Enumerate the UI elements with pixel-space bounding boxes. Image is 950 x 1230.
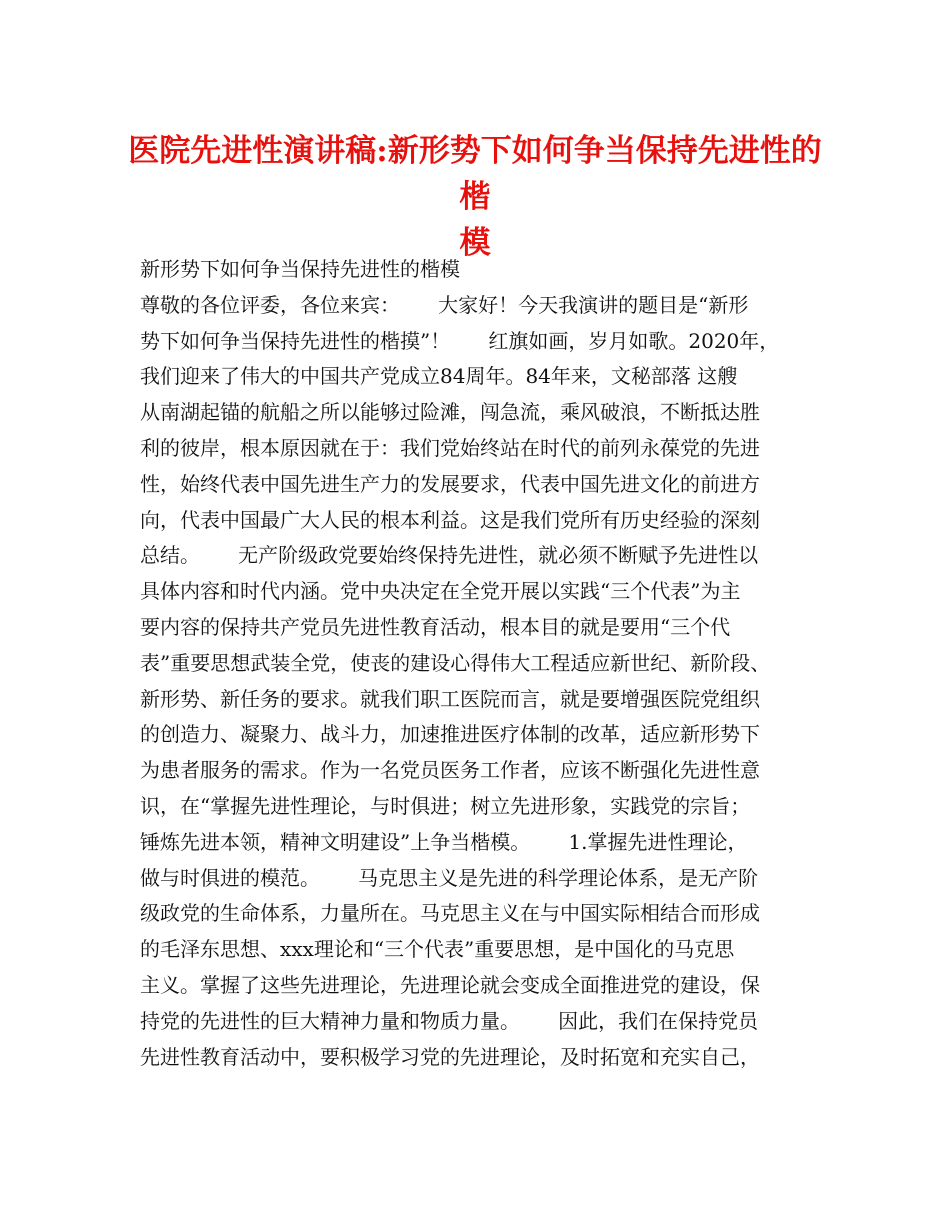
body-line: 势下如何争当保持先进性的楷摸”！ 红旗如画，岁月如歌。2020年， — [140, 328, 780, 353]
body-line: 级政党的生命体系，力量所在。马克思主义在与中国实际相结合而形成 — [140, 901, 760, 926]
body-line: 识，在“掌握先进性理论，与时俱进；树立先进形象，实践党的宗旨； — [140, 793, 751, 818]
body-line: 先进性教育活动中，要积极学习党的先进理论，及时拓宽和充实自己， — [140, 1044, 760, 1069]
body-line: 新形势、新任务的要求。就我们职工医院而言，就是要增强医院党组织 — [140, 686, 760, 711]
body-line: 我们迎来了伟大的中国共产党成立84周年。84年来，文秘部落 这艘 — [140, 364, 738, 389]
body-line: 总结。 无产阶级政党要始终保持先进性，就必须不断赋予先进性以 — [140, 543, 759, 568]
body-line: 为患者服务的需求。作为一名党员医务工作者，应该不断强化先进性意 — [140, 758, 760, 783]
body-line: 性，始终代表中国先进生产力的发展要求，代表中国先进文化的前进方 — [140, 471, 760, 496]
body-line: 锤炼先进本领，精神文明建设”上争当楷模。 1.掌握先进性理论， — [140, 829, 748, 854]
body-line: 要内容的保持共产党员先进性教育活动，根本目的就是要用“三个代 — [140, 614, 731, 639]
body-line: 表”重要思想武装全党，使丧的建设心得伟大工程适应新世纪、新阶段、 — [140, 650, 771, 675]
title-line-2: 模 — [459, 225, 491, 261]
body-line: 从南湖起锚的航船之所以能够过险滩，闯急流，乘风破浪，不断抵达胜 — [140, 400, 760, 425]
body-line: 向，代表中国最广大人民的根本利益。这是我们党所有历史经验的深刻 — [140, 507, 760, 532]
document-title — [120, 128, 830, 266]
document-body — [140, 252, 820, 1075]
body-line: 利的彼岸，根本原因就在于：我们党始终站在时代的前列永葆党的先进 — [140, 435, 760, 460]
body-line: 新形势下如何争当保持先进性的楷模 — [140, 257, 460, 281]
body-line: 主义。掌握了这些先进理论，先进理论就会变成全面推进党的建设，保 — [140, 972, 760, 997]
body-line: 的创造力、凝聚力、战斗力，加速推进医疗体制的改革，适应新形势下 — [140, 722, 760, 747]
body-line: 的毛泽东思想、xxx理论和“三个代表”重要思想，是中国化的马克思 — [140, 937, 735, 962]
body-line: 具体内容和时代内涵。党中央决定在全党开展以实践“三个代表”为主 — [140, 579, 741, 604]
body-line: 做与时俱进的模范。 马克思主义是先进的科学理论体系，是无产阶 — [140, 865, 759, 890]
body-line: 尊敬的各位评委，各位来宾： 大家好！今天我演讲的题目是“新形 — [140, 292, 749, 317]
body-line: 持党的先进性的巨大精神力量和物质力量。 因此，我们在保持党员 — [140, 1008, 759, 1033]
title-line-1: 医院先进性演讲稿:新形势下如何争当保持先进性的楷 — [128, 133, 822, 215]
